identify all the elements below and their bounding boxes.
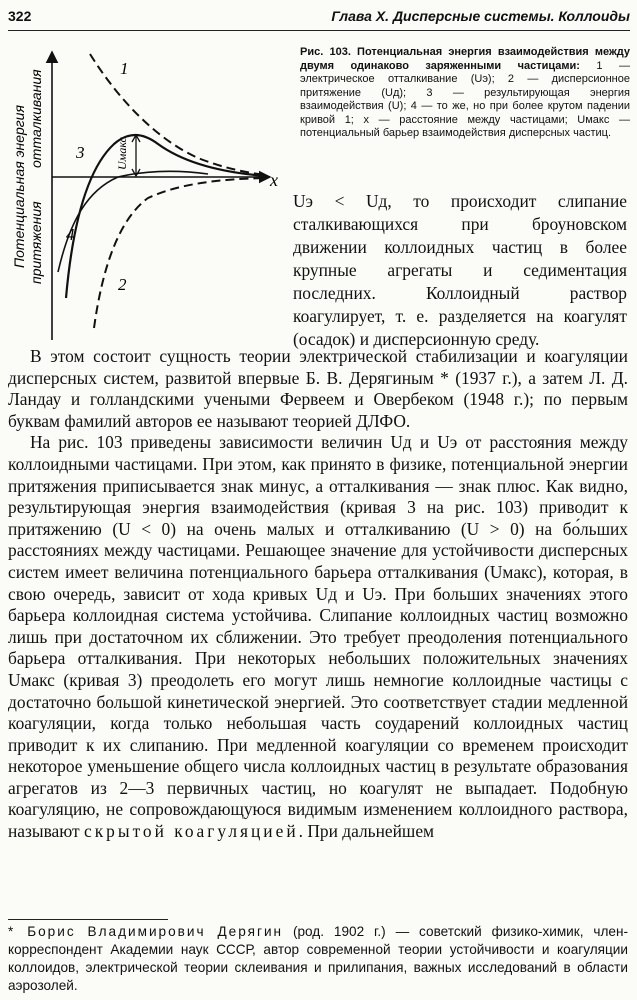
page-number: 322 xyxy=(8,8,32,24)
curve-label-2: 2 xyxy=(118,275,127,294)
footnote-rule xyxy=(8,919,168,920)
curve-3-result xyxy=(66,135,266,298)
page-header xyxy=(8,6,630,30)
main-text xyxy=(8,346,628,843)
paragraph-text: На рис. 103 приведены зависимости величин Uд и Uэ от расстояния между коллоидными частицами. При этом, как принято в физике, потенциальной энергии притяжения приписывается знак минус, а отталкивания — знак плюс. Как видно, результирующая энергия взаимодействия (кривая 3 на рис. 103) приводит к притяжению (U < 0) на очень малых и отталкиванию (U > 0) на бо́льших расстояниях между частицами. Решающее значение для устойчивости дисперсных систем имеет величина потенциального барьера отталкивания (Uмакс), которая, в свою очередь, зависит от хода кривых Uд и Uэ. При больших значениях этого барьера коллоидная система устойчива. Слипание коллоидных частиц возможно лишь при достаточном их сближении. Это требует преодоления потенциального барьера отталкивания. При некоторых небольших положительных значениях Uмакс (кривая 3) преодолеть его могут лишь немногие коллоидные частицы с достаточно большой кинетической энергией. Это соответствует стадии медленной коагуляции, когда только небольшая часть соударений коллоидных частиц приводит к их слипанию. При медленной коагуляции со временем происходит некоторое уменьшение общего числа коллоидных частиц в результате образования агрегатов из 2—3 первичных частиц, но коагулят не выпадает. Подобную коагуляцию, не сопровождающуюся видимым изменением коллоидного раствора, называют xyxy=(8,432,628,842)
curve-label-4: 4 xyxy=(66,225,75,244)
figure-caption xyxy=(300,46,630,141)
curve-2-attraction xyxy=(94,178,266,328)
header-rule xyxy=(8,30,630,31)
emphasis-term: скрытой коагуляцией xyxy=(84,821,299,842)
footnote-person: * Борис Владимирович Дерягин xyxy=(8,924,284,939)
paragraph-tail: . При дальнейшем xyxy=(298,821,435,842)
footnote-text: (род. 1902 г.) — советский физико-химик, член-корреспондент Академии наук СССР, автор современной теории устойчивости и коагуляции коллоидов, электрической теории склеивания и прилипания, важных исследований в области аэрозолей. xyxy=(8,924,629,993)
paragraph: В этом состоит сущность теории электрической стабилизации и коагуляции дисперсных систем, развитой впервые Б. В. Дерягиным * (1937 г.), а затем Л. Д. Ландау и голландскими учеными Фервеем и Овербеком (1948 г.); по первым буквам фамилий авторов ее называют теорией ДЛФО. xyxy=(8,346,628,431)
footnote xyxy=(8,923,628,995)
x-axis-label: x xyxy=(270,170,278,190)
paragraph xyxy=(8,432,628,842)
side-text: Uэ < Uд, то происходит слипание сталкивающихся при броуновском движении коллоидных частиц в более крупные агрегаты и седиментация последних. Коллоидный раствор коагулирует, т. е. разделяется на коагулят (осадок) и дисперсионную среду. xyxy=(293,191,627,349)
running-head: Глава X. Дисперсные системы. Коллоиды xyxy=(331,8,630,24)
figure-103 xyxy=(8,40,293,350)
caption-body: 1 — электрическое отталкивание (Uэ); 2 — дисперсионное притяжение (Uд); 3 — результирующая энергия взаимодействия (U); 4 — то же, но при более крутом падении кривой 1; x — расстояние между частицами; Uмакс — потенциальный барьер взаимодействия дисперсных частиц. xyxy=(300,59,630,139)
barrier-label: Uмакс xyxy=(115,137,129,170)
y-label-attraction: притяжения xyxy=(28,201,44,284)
y-label-top: Потенциальная энергия xyxy=(11,105,27,268)
caption-title: Рис. 103. Потенциальная энергия взаимодействия между двумя одинаково заряженными частицами: xyxy=(300,46,630,72)
potential-energy-diagram xyxy=(8,40,293,350)
y-label-repulsion: отталкивания xyxy=(28,69,44,168)
curve-label-3: 3 xyxy=(76,143,85,162)
curve-label-1: 1 xyxy=(120,59,129,78)
